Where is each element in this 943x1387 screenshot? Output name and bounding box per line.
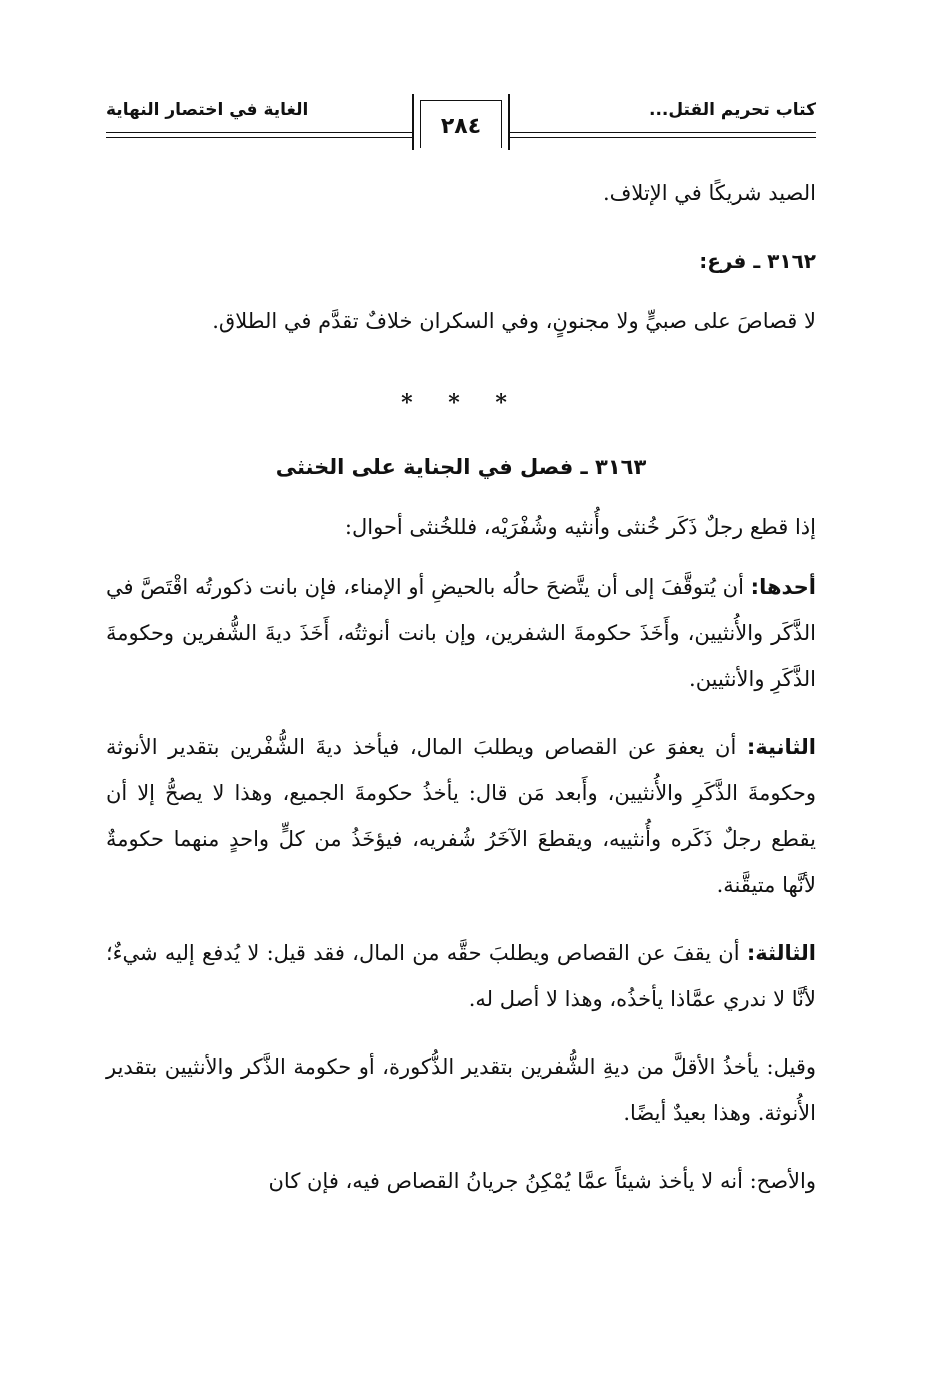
- section-3163-title: ٣١٦٣ ـ فصل في الجناية على الخنثى: [275, 455, 647, 479]
- section-intro-paragraph: إذا قطع رجلٌ ذَكَر خُنثى وأُنثيه وشُفْرَيْه، فللخُنثى أحوال:: [344, 515, 816, 539]
- header-rule-right-top: [510, 132, 816, 133]
- header-rule-right-bottom: [510, 137, 816, 138]
- state-1-text: أن يُتوقَّفَ إلى أن يتَّضحَ حالُه بالحيضِ أو الإمناء، فإن بانت ذكورتُه اقْتَصَّ في الذَّكَر والأُنثيين، وأَخَذَ حكومةَ الشفرين، وإن بانت أنوثتُه، أَخَذَ ديةَ الشُّفرين وحكومةَ الذَّكَرِ والأنثيين.: [106, 575, 816, 691]
- paragraph-asah: والأصح: أنه لا يأخذ شيئاً عمَّا يُمْكِنُ جريانُ القصاص فيه، فإن كان: [268, 1169, 816, 1193]
- paragraph-intro: الصيد شريكًا في الإتلاف.: [602, 181, 816, 205]
- item-3162-text: لا قصاصَ على صبيٍّ ولا مجنونٍ، وفي السكران خلافٌ تقدَّم في الطلاق.: [212, 309, 816, 333]
- state-3-paragraph: [106, 930, 816, 1022]
- work-title: الغاية في اختصار النهاية: [106, 100, 309, 120]
- section-separator: * * *: [401, 390, 521, 416]
- book-chapter-title: كتاب تحريم القتل...: [649, 100, 816, 120]
- state-2-paragraph: [106, 724, 816, 908]
- paragraph-qila: وقيل: يأخذُ الأقلَّ من ديةِ الشُّفرين بتقدير الذُّكورة، أو حكومة الذَّكر والأنثيين بتقدير الأُنوثة. وهذا بعيدٌ أيضًا.: [106, 1055, 816, 1125]
- state-2-text: أن يعفوَ عن القصاص ويطلبَ المال، فيأخذ ديةَ الشُّفْرين بتقدير الأنوثة وحكومةَ الذَّكَرِ والأُنثيين، وأَبعد مَن قال: يأخذُ حكومةَ الجميع، وهذا لا يصحُّ إلا أن يقطع رجلٌ ذَكَره وأُنثييه، ويقطعَ الآخَرُ شُفريه، فيؤخَذُ من كلٍّ واحدٍ منهما حكومةٌ لأنَّها متيقَّنة.: [106, 735, 816, 897]
- header-rule-left-top: [106, 132, 412, 133]
- state-1-paragraph: [106, 564, 816, 702]
- state-3-text: أن يقفَ عن القصاص ويطلبَ حقَّه من المال، فقد قيل: لا يُدفع إليه شيءٌ؛ لأنَّا لا ندري عمَّاذا يأخذُه، وهذا لا أصل له.: [106, 941, 816, 1011]
- page-body: [106, 170, 816, 1204]
- header-rule-left-bottom: [106, 137, 412, 138]
- state-1-label: أحدها:: [750, 575, 816, 599]
- item-3162-heading: ٣١٦٢ ـ فرع:: [699, 249, 816, 273]
- page-number: ٢٨٤: [440, 114, 482, 139]
- page-number-frame: [412, 94, 510, 150]
- state-3-label: الثالثة:: [746, 941, 816, 965]
- state-2-label: الثانية:: [746, 735, 816, 759]
- running-header: [106, 92, 816, 152]
